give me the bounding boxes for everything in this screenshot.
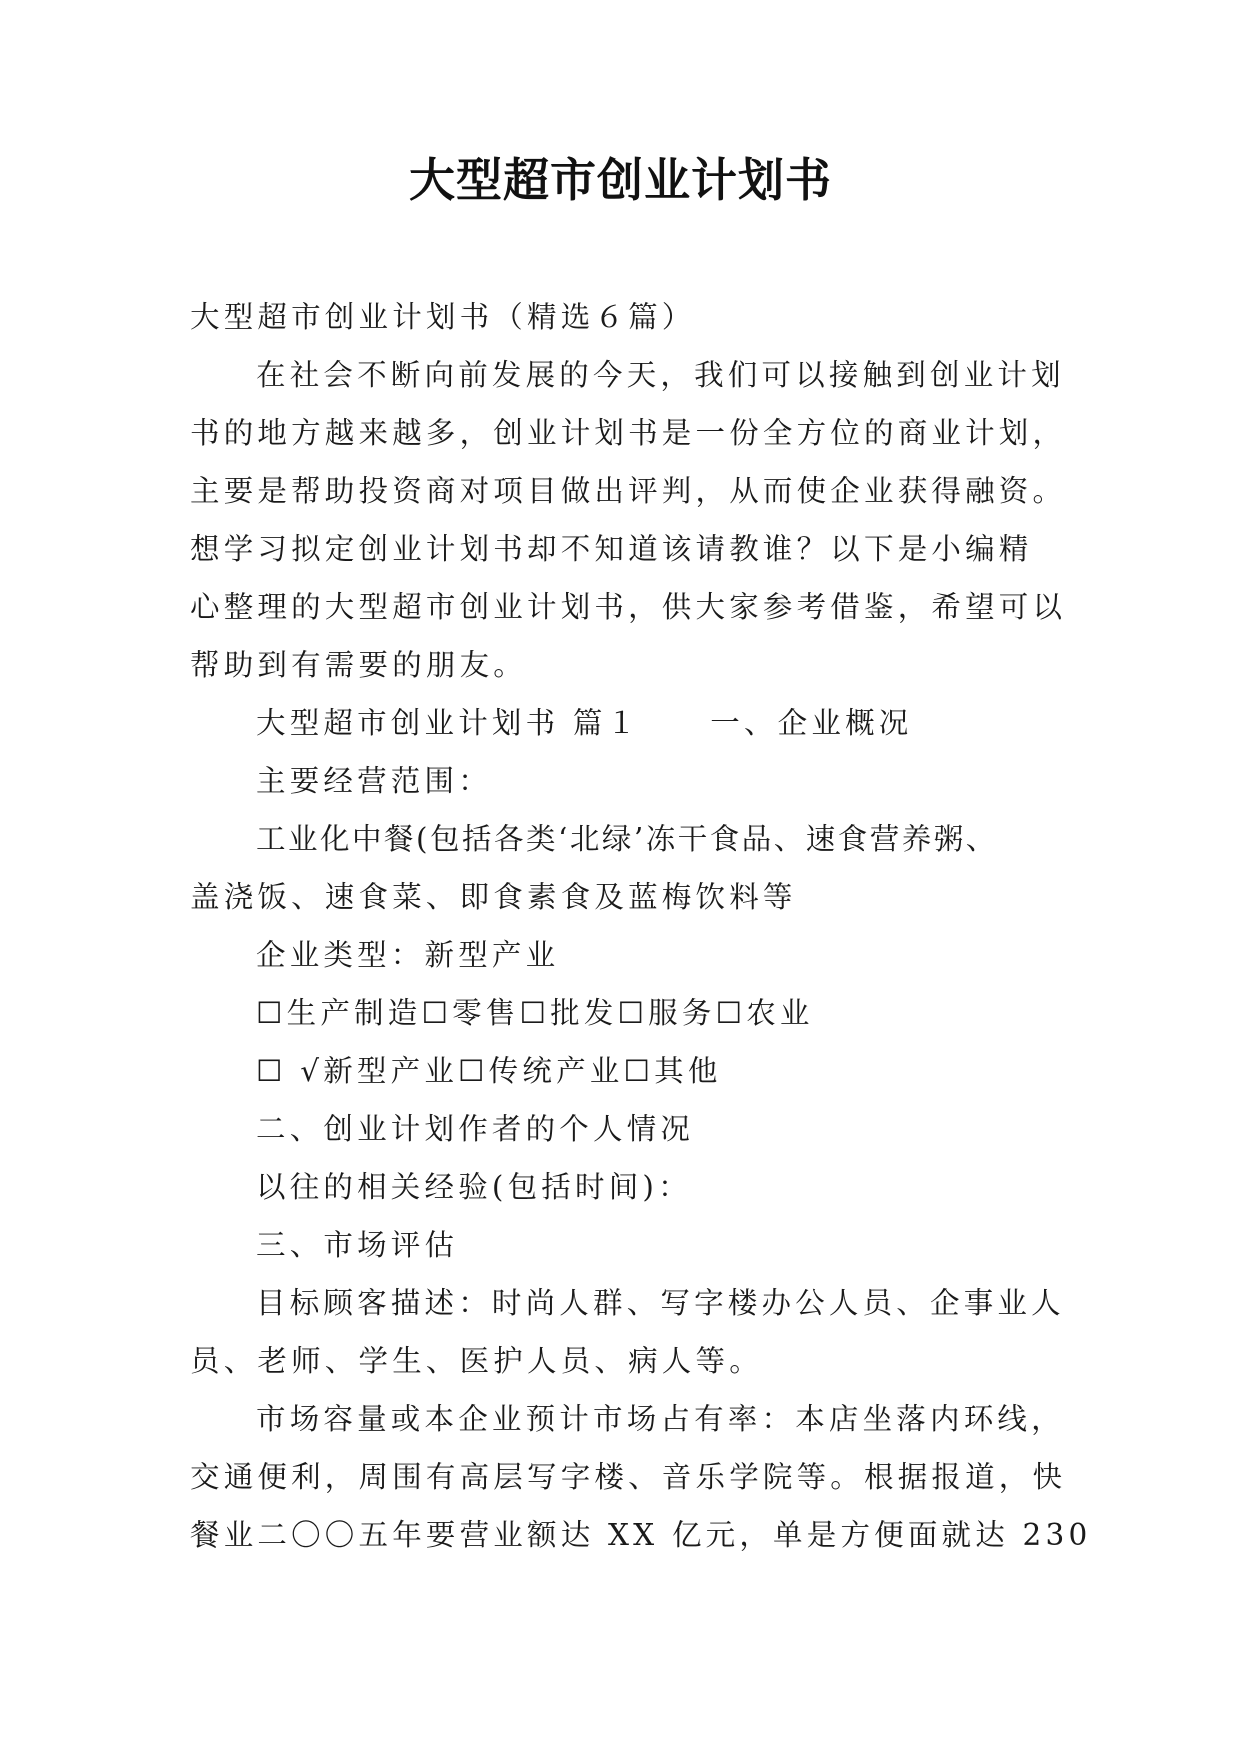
section-1-heading: 一、企业概况: [710, 706, 913, 740]
section-2-heading: 二、创业计划作者的个人情况: [256, 1112, 695, 1146]
chapter-heading: 大型超市创业计划书 篇１: [256, 706, 641, 740]
business-scope-line: 盖浇饭、速食菜、即食素食及蓝梅饮料等: [190, 880, 797, 914]
market-capacity-line: 交通便利，周围有高层写字楼、音乐学院等。根据报道，快: [190, 1460, 1067, 1494]
market-capacity-line: 餐业二〇〇五年要营业额达 XX 亿元，单是方便面就达 230: [190, 1518, 1092, 1552]
target-customers-line: 员、老师、学生、医护人员、病人等。: [190, 1344, 763, 1378]
intro-paragraph-line: 帮助到有需要的朋友。: [190, 648, 528, 682]
intro-paragraph-line: 心整理的大型超市创业计划书，供大家参考借鉴，希望可以: [190, 590, 1067, 624]
intro-paragraph-line: 想学习拟定创业计划书却不知道该请教谁？以下是小编精: [190, 532, 1033, 566]
target-customers-line: 目标顾客描述：时尚人群、写字楼办公人员、企事业人: [256, 1286, 1065, 1320]
section-3-heading: 三、市场评估: [256, 1228, 459, 1262]
chapter-heading-row: [190, 694, 1070, 752]
intro-paragraph-line: 书的地方越来越多，创业计划书是一份全方位的商业计划，: [190, 416, 1067, 450]
intro-paragraph-line: 主要是帮助投资商对项目做出评判，从而使企业获得融资。: [190, 474, 1067, 508]
experience-label: 以往的相关经验(包括时间)：: [256, 1170, 692, 1204]
document-body: [190, 288, 1092, 1564]
industry-type-checkboxes: ☐ √新型产业☐传统产业☐其他: [256, 1054, 722, 1088]
enterprise-type: 企业类型：新型产业: [256, 938, 560, 972]
business-scope-label: 主要经营范围：: [256, 764, 492, 798]
enterprise-type-checkboxes: ☐生产制造☐零售☐批发☐服务☐农业: [256, 996, 814, 1030]
intro-paragraph-line: 在社会不断向前发展的今天，我们可以接触到创业计划: [256, 358, 1065, 392]
business-scope-line: 工业化中餐(包括各类‘北绿’冻干食品、速食营养粥、: [256, 822, 998, 856]
document-title: 大型超市创业计划书: [409, 153, 832, 207]
document-subtitle: 大型超市创业计划书（精选６篇）: [190, 300, 696, 334]
market-capacity-line: 市场容量或本企业预计市场占有率：本店坐落内环线，: [256, 1402, 1065, 1436]
